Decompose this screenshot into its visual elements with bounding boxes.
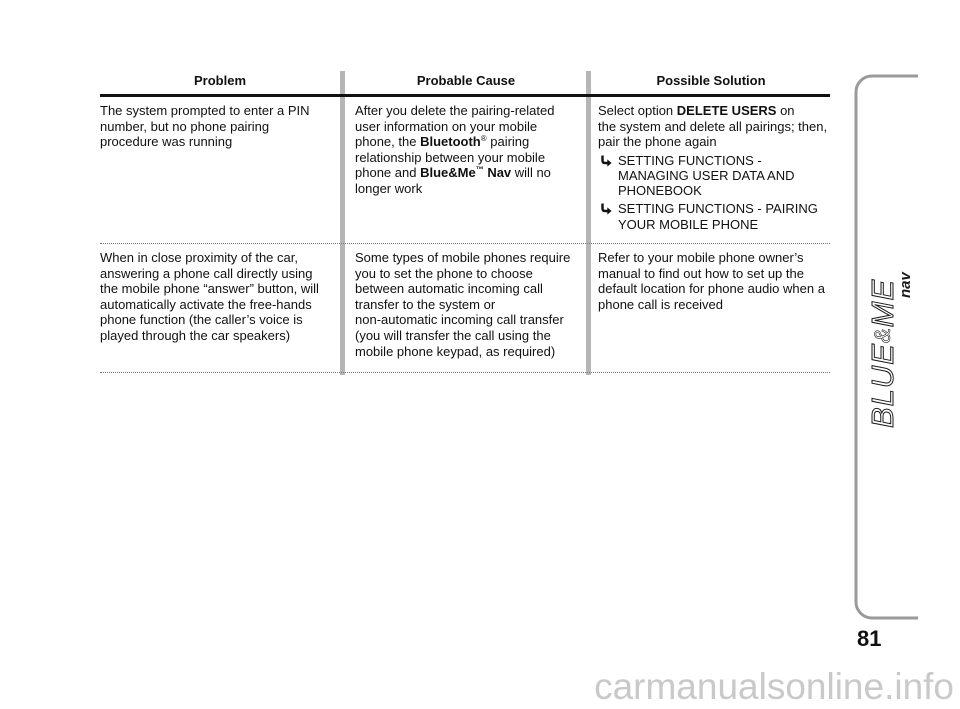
trademark-mark	[476, 165, 484, 174]
column-header-possible-solution: Possible Solution	[656, 73, 766, 88]
reference-line: YOUR MOBILE PHONE	[618, 216, 759, 232]
blue-me-nav-logo	[865, 272, 915, 428]
column-divider	[340, 71, 345, 375]
text-line: automatically activate the free-hands	[100, 296, 312, 312]
text-line: Refer to your mobile phone owner’s	[598, 250, 804, 265]
probable-cause-cell	[355, 103, 554, 197]
product-name-term: Blue&Me	[420, 165, 476, 181]
text-line: phone call is received	[598, 296, 724, 312]
column-header-probable-cause: Probable Cause	[416, 73, 516, 88]
text-line: played through the car speakers)	[100, 327, 291, 343]
row-divider	[100, 243, 830, 244]
curved-arrow-icon	[600, 203, 612, 215]
column-header-problem: Problem	[193, 73, 246, 88]
logo-text-me: ME	[865, 278, 900, 328]
text-line: procedure was running	[100, 134, 233, 150]
column-divider	[586, 71, 591, 375]
text-segment: phone and	[355, 165, 421, 181]
reference-line: PHONEBOOK	[618, 183, 702, 199]
text-line: number, but no phone pairing	[100, 118, 270, 134]
possible-solution-cell	[598, 103, 827, 232]
text-line: the mobile phone “answer” button, will	[100, 281, 319, 297]
text-line: the system and delete all pairings; then,	[598, 118, 828, 134]
header-rule	[100, 94, 830, 97]
text-line: transfer to the system or	[355, 296, 496, 312]
text-line: you to set the phone to choose	[355, 265, 533, 281]
text-line	[355, 134, 554, 150]
bluetooth-term: Bluetooth	[420, 134, 481, 150]
logo-ampersand: &	[870, 327, 895, 344]
menu-option-term: DELETE USERS	[676, 103, 777, 118]
text-segment: pairing	[486, 134, 530, 150]
text-line: answering a phone call directly using	[100, 265, 313, 281]
text-line: (you will transfer the call using the	[355, 327, 551, 343]
registered-mark: ®	[480, 134, 487, 144]
watermark: carmanualsonline.info	[594, 666, 954, 707]
product-name-suffix: Nav	[483, 165, 512, 181]
text-segment: will no	[511, 165, 551, 181]
logo-text-blue: BLUE	[865, 343, 900, 428]
text-segment: Select option	[598, 103, 677, 118]
page-number: 81	[857, 626, 882, 651]
logo-wordmark	[865, 272, 900, 428]
logo-text-nav: nav	[897, 272, 914, 298]
probable-cause-cell	[355, 250, 570, 359]
text-line: manual to find out how to set up the	[598, 265, 804, 281]
cross-reference	[598, 153, 827, 199]
text-segment: on	[776, 103, 795, 118]
text-line: The system prompted to enter a PIN	[100, 103, 310, 118]
text-line: relationship between your mobile	[355, 149, 546, 165]
text-line: default location for phone audio when a	[598, 281, 825, 297]
problem-cell	[100, 250, 319, 344]
text-line: between automatic incoming call	[355, 281, 543, 297]
text-line: When in close proximity of the car,	[100, 250, 298, 265]
problem-cell	[100, 103, 310, 150]
text-line: pair the phone again	[598, 134, 717, 150]
trademark-symbol: ™	[475, 165, 484, 175]
row-divider	[100, 372, 830, 373]
text-line: longer work	[355, 180, 423, 196]
text-line: user information on your mobile	[355, 118, 538, 134]
text-line: Some types of mobile phones require	[355, 250, 571, 265]
text-line: phone function (the caller’s voice is	[100, 312, 303, 328]
text-line	[598, 103, 827, 119]
reference-line: SETTING FUNCTIONS -	[618, 152, 762, 168]
possible-solution-cell	[598, 250, 825, 312]
text-line	[355, 165, 554, 181]
text-segment: phone, the	[355, 134, 421, 150]
reference-line: MANAGING USER DATA AND	[618, 167, 795, 183]
reference-line: SETTING FUNCTIONS - PAIRING	[618, 201, 818, 217]
text-line: non-automatic incoming call transfer	[355, 312, 564, 328]
cross-reference	[598, 201, 827, 231]
curved-arrow-icon	[600, 155, 612, 167]
text-line: mobile phone keypad, as required)	[355, 343, 556, 359]
text-line: After you delete the pairing-related	[355, 103, 555, 118]
